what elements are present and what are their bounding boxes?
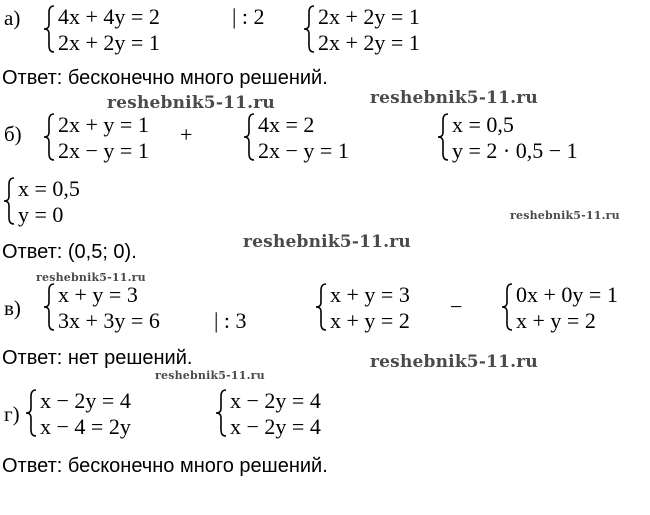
equation: x + y = 2 (516, 308, 596, 333)
brace-icon (214, 388, 228, 438)
equation: 0x + 0y = 1 (516, 282, 618, 307)
answer-a: Ответ: бесконечно много решений. (2, 67, 328, 89)
equation: x + y = 3 (58, 282, 138, 307)
part-a-label: а) (4, 6, 21, 30)
brace-icon (24, 388, 38, 438)
part-v-label: в) (4, 296, 21, 320)
equation: 2x − y = 1 (258, 138, 349, 163)
brace-icon (42, 282, 56, 332)
brace-icon (500, 282, 514, 332)
answer-v: Ответ: нет решений. (2, 347, 193, 369)
system-v-2 (314, 282, 454, 334)
part-b-label: б) (4, 122, 22, 146)
watermark: reshebnik5-11.ru (155, 369, 265, 382)
divide-note: | : 2 (232, 4, 265, 29)
system-b-3 (436, 112, 636, 164)
brace-icon (2, 176, 16, 226)
operator-plus: + (180, 122, 193, 147)
equation: x + y = 2 (330, 308, 410, 333)
equation: 4x = 2 (258, 112, 315, 137)
system-g-2 (214, 388, 384, 440)
watermark: reshebnik5-11.ru (370, 352, 538, 372)
equation: y = 2 · 0,5 − 1 (452, 138, 578, 163)
equation: x = 0,5 (452, 112, 514, 137)
equation: 4x + 4y = 2 (58, 4, 160, 29)
equation: x − 2y = 4 (230, 414, 321, 439)
equation: 2x − y = 1 (58, 138, 149, 163)
system-v-3 (500, 282, 650, 334)
equation: 2x + 2y = 1 (318, 30, 420, 55)
equation: x + y = 3 (330, 282, 410, 307)
equation: 3x + 3y = 6 (58, 308, 160, 333)
watermark: reshebnik5-11.ru (510, 209, 620, 222)
system-b-2 (242, 112, 392, 164)
system-b-4 (2, 176, 132, 228)
equation: 2x + 2y = 1 (318, 4, 420, 29)
watermark: reshebnik5-11.ru (107, 93, 275, 113)
equation: 2x + y = 1 (58, 112, 149, 137)
system-v-1 (42, 282, 212, 334)
brace-icon (436, 112, 450, 162)
system-a-2 (302, 4, 482, 56)
watermark: reshebnik5-11.ru (370, 88, 538, 108)
equation: x − 2y = 4 (40, 388, 131, 413)
system-a-1 (42, 4, 242, 56)
divide-note: | : 3 (214, 308, 247, 333)
equation: 2x + 2y = 1 (58, 30, 160, 55)
equation: x − 4 = 2y (40, 414, 131, 439)
brace-icon (42, 4, 56, 54)
answer-b: Ответ: (0,5; 0). (2, 241, 137, 263)
brace-icon (314, 282, 328, 332)
system-b-1 (42, 112, 192, 164)
brace-icon (302, 4, 316, 54)
system-g-1 (24, 388, 194, 440)
equation: y = 0 (18, 202, 64, 227)
watermark: reshebnik5-11.ru (36, 271, 146, 284)
brace-icon (42, 112, 56, 162)
watermark: reshebnik5-11.ru (243, 232, 411, 252)
equation: x = 0,5 (18, 176, 80, 201)
operator-minus: − (450, 294, 463, 319)
part-g-label: г) (4, 402, 20, 426)
answer-g: Ответ: бесконечно много решений. (2, 455, 328, 477)
brace-icon (242, 112, 256, 162)
equation: x − 2y = 4 (230, 388, 321, 413)
